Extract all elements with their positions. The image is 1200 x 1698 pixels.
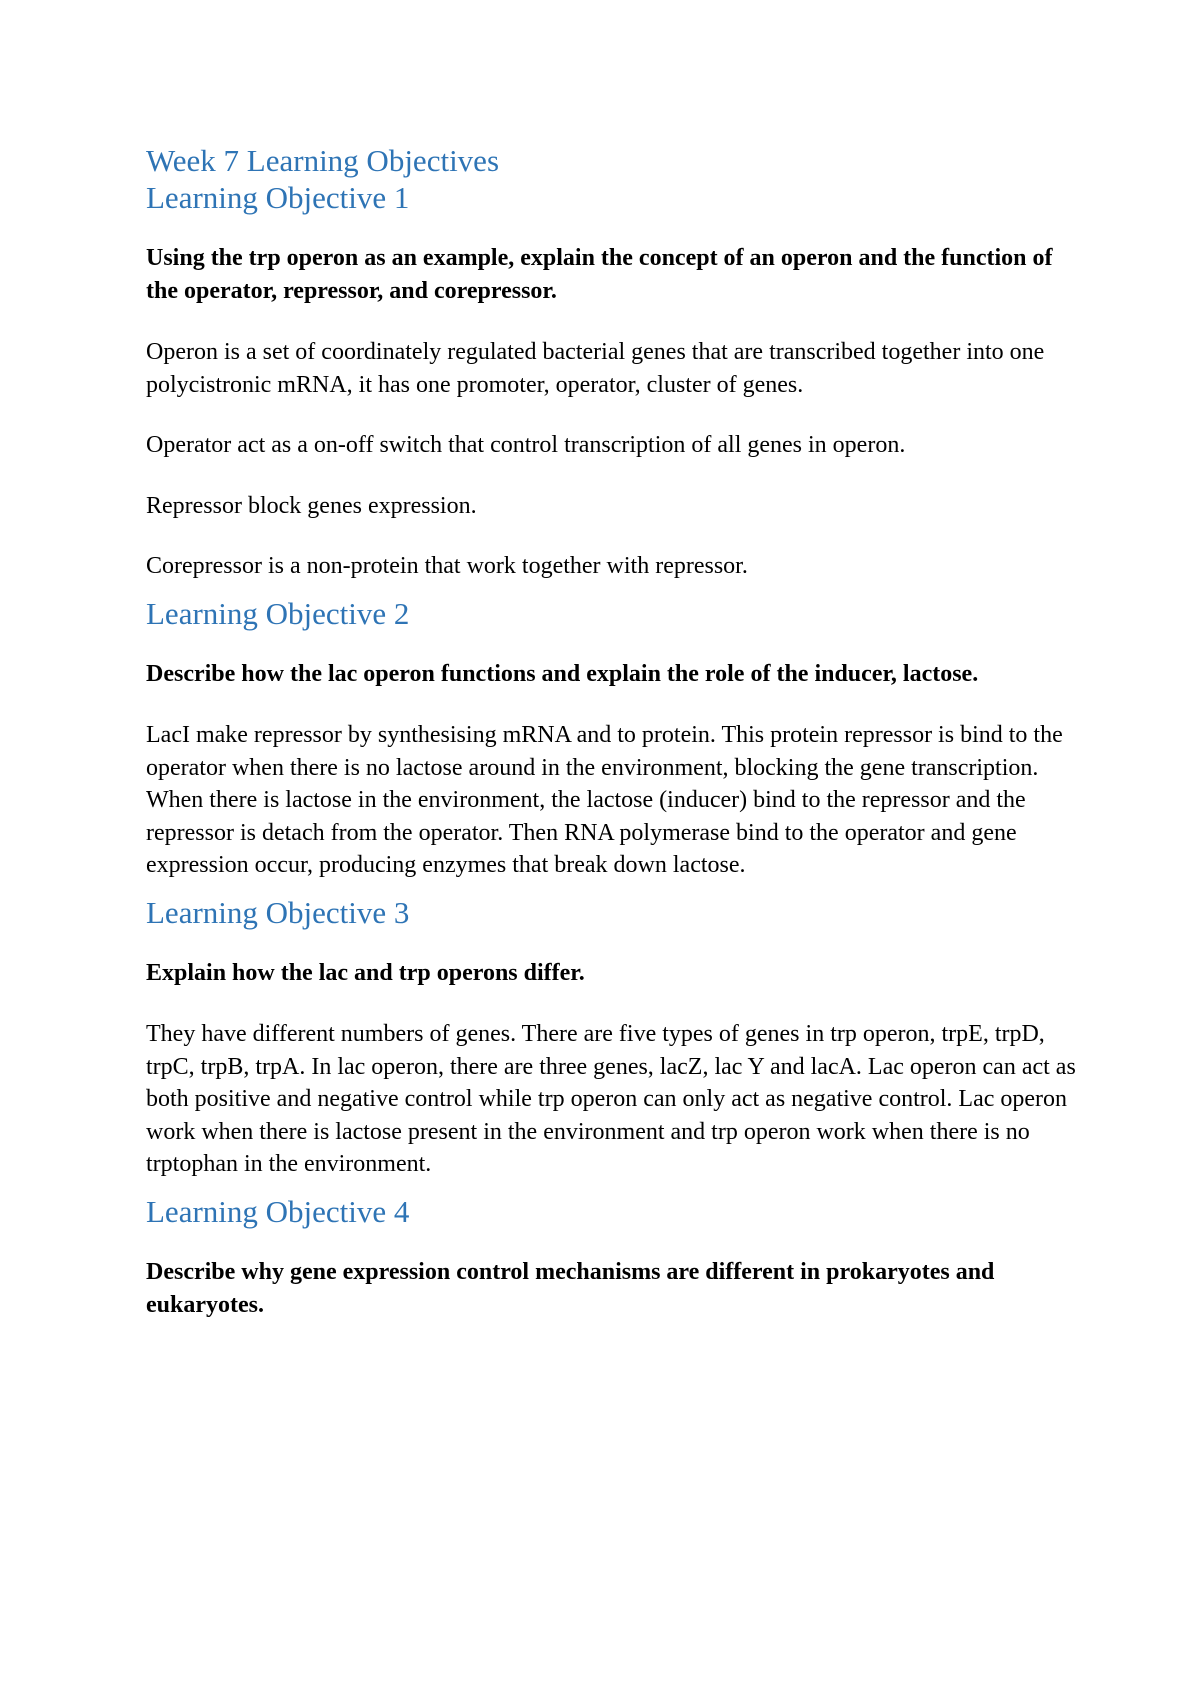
section-objective-1 bbox=[146, 179, 1076, 583]
answer-paragraph: Repressor block genes expression. bbox=[146, 492, 477, 519]
answer-paragraph: Operon is a set of coordinately regulated bacterial genes that are transcribed together into one polycistronic mRNA, it has one promoter, operator, cluster of genes. bbox=[146, 339, 1045, 398]
section-question: Describe how the lac operon functions and explain the role of the inducer, lactose. bbox=[146, 660, 979, 687]
document-page bbox=[146, 142, 1076, 1322]
document-title: Week 7 Learning Objectives bbox=[146, 143, 500, 178]
section-question: Explain how the lac and trp operons differ. bbox=[146, 959, 585, 986]
section-question: Using the trp operon as an example, explain the concept of an operon and the function of the operator, repressor, and corepressor. bbox=[146, 245, 1053, 304]
section-heading: Learning Objective 1 bbox=[146, 180, 410, 215]
section-heading: Learning Objective 2 bbox=[146, 595, 410, 631]
answer-paragraph: They have different numbers of genes. There are five types of genes in trp operon, trpE, trpD, trpC, trpB, trpA. In lac operon, there are three genes, lacZ, lac Y and lacA. Lac operon can act as both positive and negative control while trp operon can only act as negative control. Lac operon work when there is lactose present in the environment and trp operon work when there is no trptophan in the environment. bbox=[146, 1020, 1076, 1178]
section-heading: Learning Objective 4 bbox=[146, 1193, 410, 1229]
section-objective-3 bbox=[146, 894, 1076, 1181]
section-heading: Learning Objective 3 bbox=[146, 894, 410, 930]
section-objective-2 bbox=[146, 595, 1076, 882]
section-question: Describe why gene expression control mechanisms are different in prokaryotes and eukaryotes. bbox=[146, 1258, 995, 1318]
answer-paragraph: LacI make repressor by synthesising mRNA and to protein. This protein repressor is bind to the operator when there is no lactose around in the environment, blocking the gene transcription. When there is lactose in the environment, the lactose (inducer) bind to the repressor and the repressor is detach from the operator. Then RNA polymerase bind to the operator and gene expression occur, producing enzymes that break down lactose. bbox=[146, 721, 1063, 879]
section-objective-4 bbox=[146, 1193, 1076, 1322]
answer-paragraph: Operator act as a on-off switch that control transcription of all genes in operon. bbox=[146, 432, 906, 459]
answer-paragraph: Corepressor is a non-protein that work together with repressor. bbox=[146, 553, 748, 580]
